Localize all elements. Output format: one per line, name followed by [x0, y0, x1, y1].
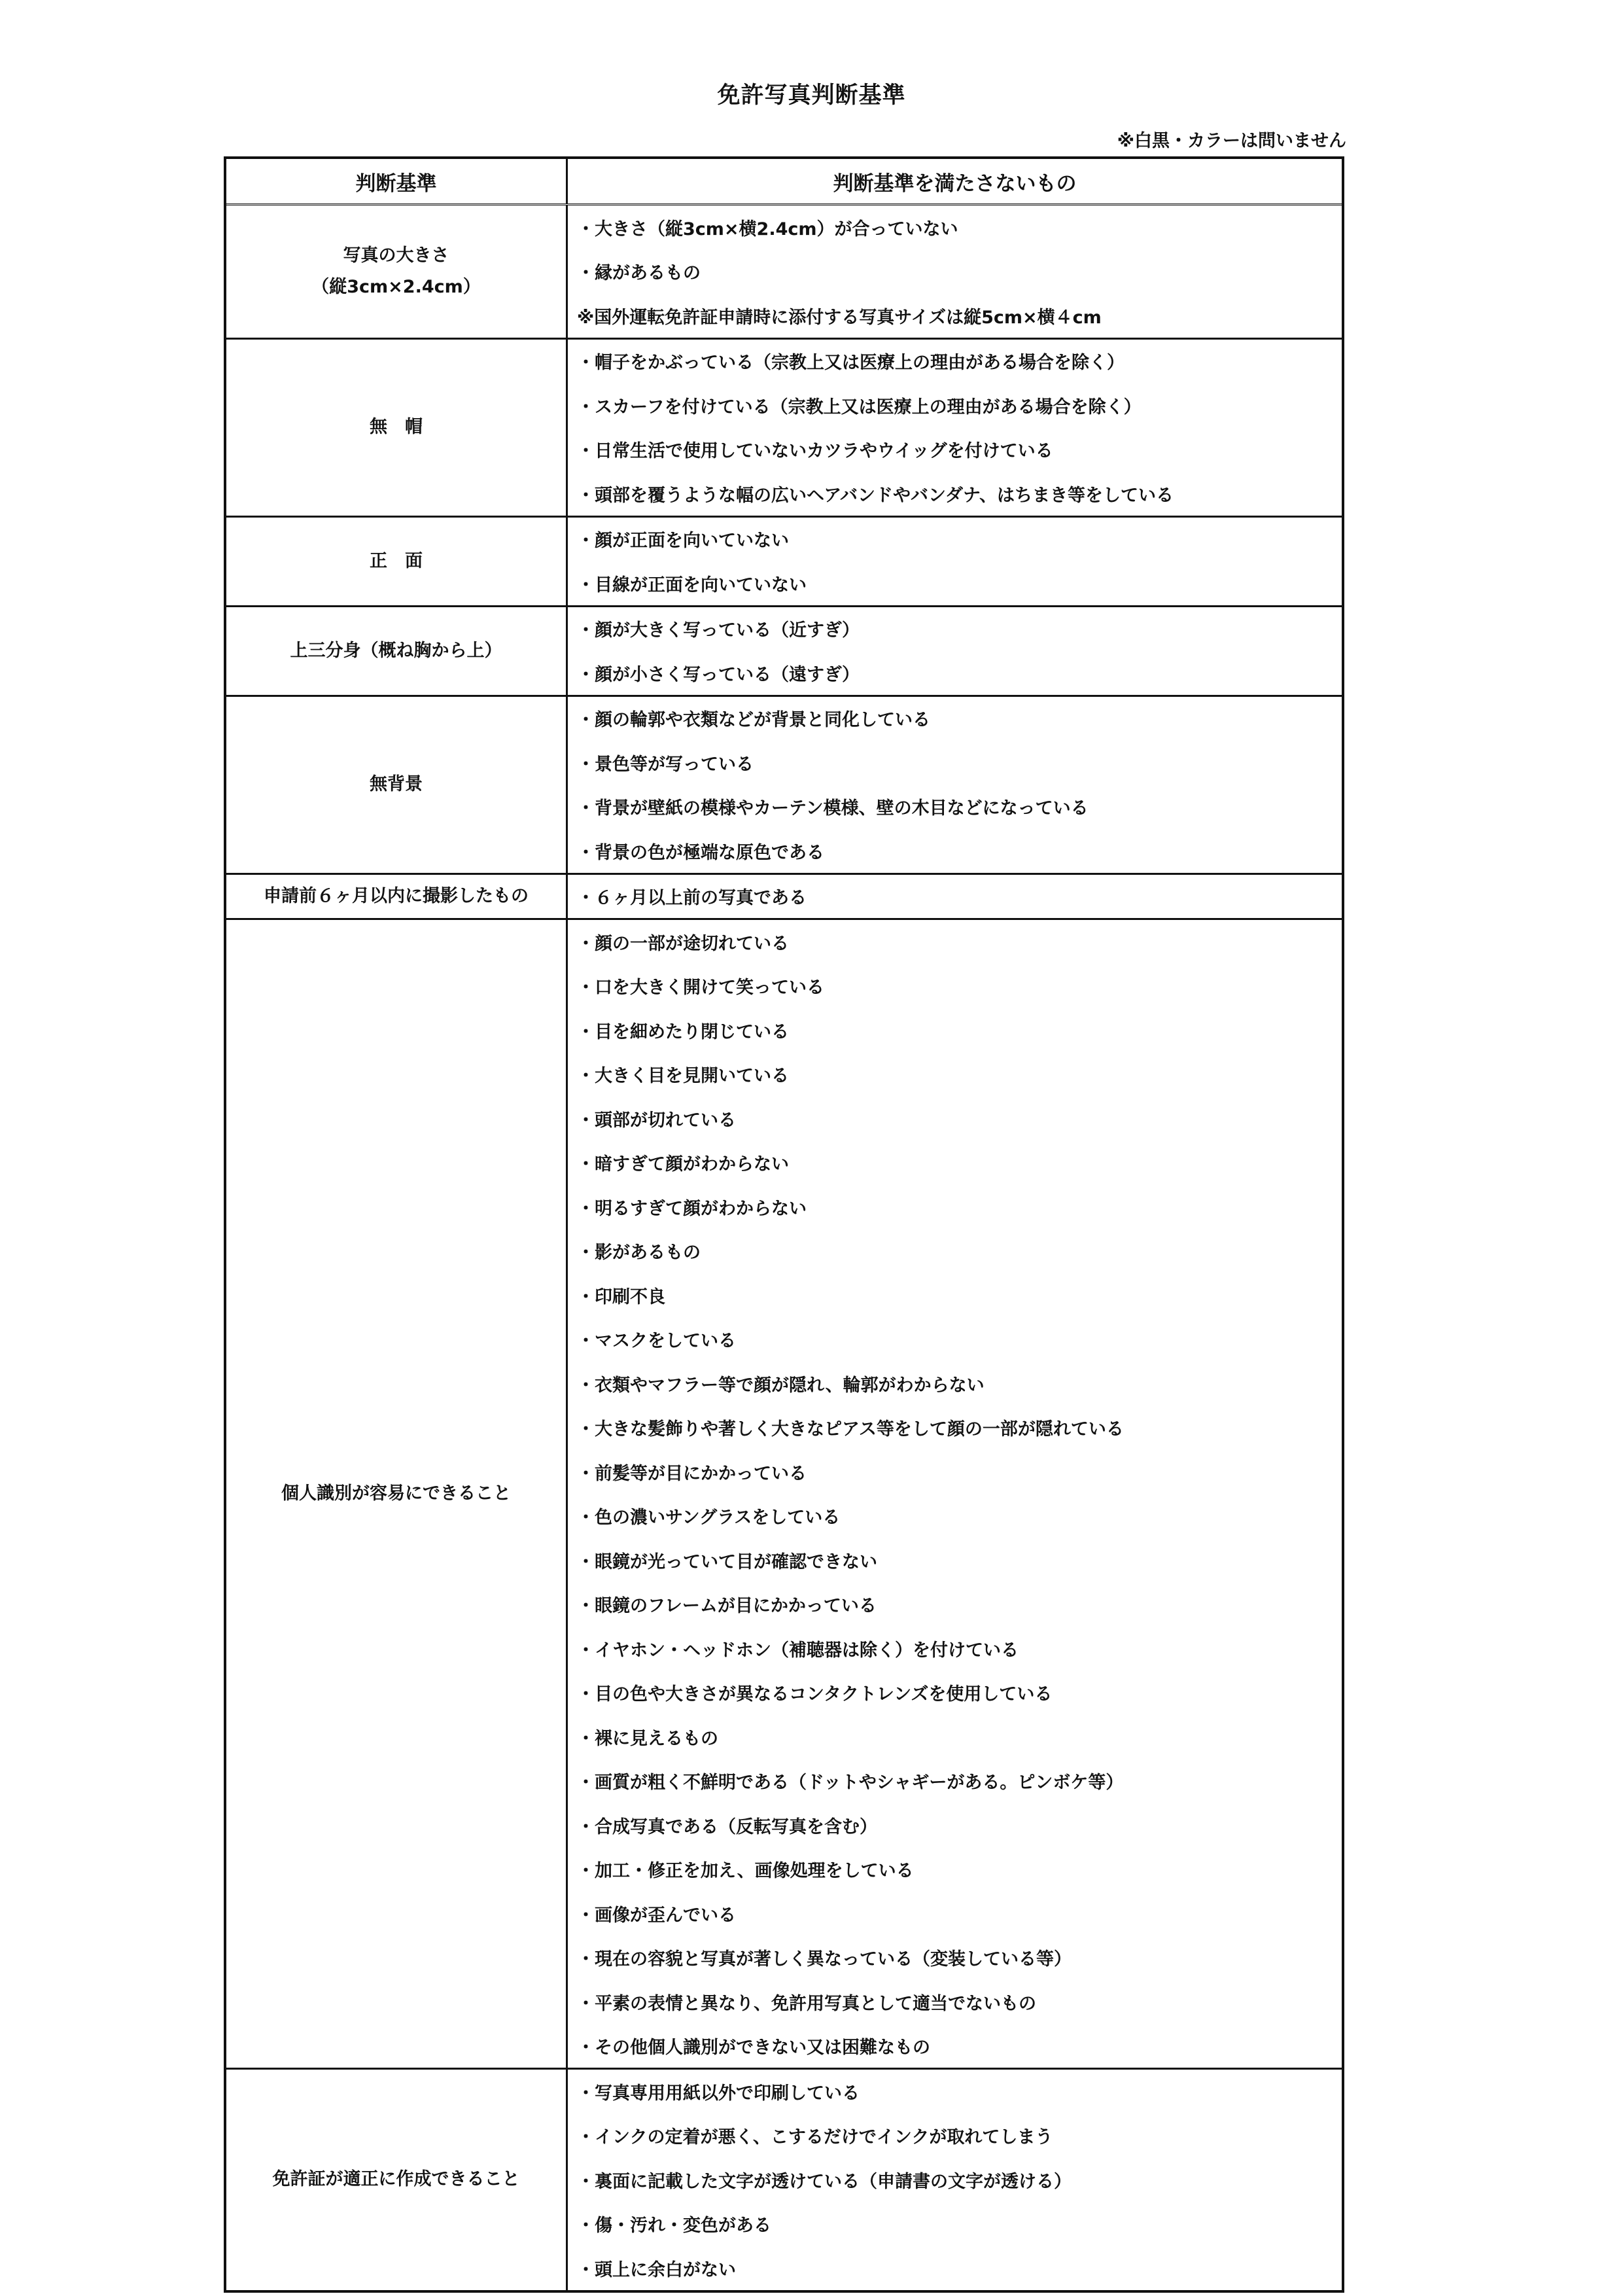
failing-item: ・前髪等が目にかかっている	[577, 1463, 807, 1484]
failing-item: ・平素の表情と異なり、免許用写真として適当でないもの	[577, 1993, 1036, 2014]
failing-item: ・顔が正面を向いていない	[577, 531, 789, 552]
criteria-row	[226, 605, 1342, 695]
criteria-label	[226, 697, 568, 873]
header-failing-items: 判断基準を満たさないもの	[833, 171, 1077, 196]
failing-items-list	[568, 697, 1342, 873]
criteria-row	[226, 873, 1342, 919]
failing-item: ・写真専用用紙以外で印刷している	[577, 2083, 860, 2104]
failing-item: ・スカーフを付けている（宗教上又は医療上の理由がある場合を除く）	[577, 397, 1142, 417]
criteria-row	[226, 516, 1342, 605]
criteria-label	[226, 518, 568, 605]
criteria-row	[226, 2068, 1342, 2290]
criteria-label	[226, 607, 568, 695]
criteria-row	[226, 695, 1342, 873]
criteria-label-line: 正 面	[370, 550, 423, 571]
criteria-label-line: （縦3cm×2.4cm）	[311, 276, 481, 297]
criteria-label-line: 写真の大きさ	[343, 245, 449, 266]
failing-item: ・背景の色が極端な原色である	[577, 842, 824, 863]
criteria-label-line: 無背景	[370, 774, 423, 794]
failing-item: ・暗すぎて顔がわからない	[577, 1154, 789, 1175]
failing-item: ・眼鏡が光っていて目が確認できない	[577, 1551, 877, 1572]
header-criteria: 判断基準	[226, 159, 568, 203]
page-title: 免許写真判断基準	[717, 82, 906, 109]
failing-items-list	[568, 518, 1342, 605]
failing-item: ・眼鏡のフレームが目にかかっている	[577, 1596, 877, 1617]
failing-item: ・イヤホン・ヘッドホン（補聴器は除く）を付けている	[577, 1640, 1019, 1661]
color-note: ※白黒・カラーは問いません	[1117, 131, 1346, 151]
failing-item: ・現在の容貌と写真が著しく異なっている（変装している等）	[577, 1949, 1072, 1970]
failing-item: ・日常生活で使用していないカツラやウイッグを付けている	[577, 441, 1053, 462]
failing-item: ・帽子をかぶっている（宗教上又は医療上の理由がある場合を除く）	[577, 353, 1125, 374]
failing-item: ・縁があるもの	[577, 263, 701, 284]
failing-item: ※国外運転免許証申請時に添付する写真サイズは縦5cm×横４cm	[577, 307, 1102, 328]
failing-item: ・衣類やマフラー等で顔が隠れ、輪郭がわからない	[577, 1375, 985, 1396]
criteria-label-line: 申請前６ヶ月以内に撮影したもの	[264, 885, 529, 906]
criteria-label	[226, 920, 568, 2068]
criteria-label-line: 無 帽	[370, 417, 423, 437]
failing-items-list	[568, 920, 1342, 2068]
criteria-label-line: 個人識別が容易にできること	[281, 1483, 511, 1504]
failing-item: ・傷・汚れ・変色がある	[577, 2216, 771, 2236]
criteria-row	[226, 918, 1342, 2068]
failing-item: ・色の濃いサングラスをしている	[577, 1508, 841, 1528]
criteria-label	[226, 875, 568, 919]
failing-item: ・顔の輪郭や衣類などが背景と同化している	[577, 710, 930, 731]
criteria-table	[224, 156, 1344, 2293]
failing-item: ・景色等が写っている	[577, 754, 754, 775]
failing-item: ・裸に見えるもの	[577, 1728, 718, 1749]
failing-item: ・顔が小さく写っている（遠すぎ）	[577, 664, 860, 685]
failing-items-list	[568, 875, 1342, 919]
failing-item: ・影があるもの	[577, 1243, 701, 1263]
failing-item: ・目の色や大きさが異なるコンタクトレンズを使用している	[577, 1684, 1053, 1705]
failing-item: ・６ヶ月以上前の写真である	[577, 888, 807, 909]
failing-item: ・頭上に余白がない	[577, 2259, 736, 2280]
failing-item: ・口を大きく開けて笑っている	[577, 978, 824, 998]
failing-item: ・印刷不良	[577, 1286, 665, 1307]
failing-item: ・裏面に記載した文字が透けている（申請書の文字が透ける）	[577, 2171, 1072, 2192]
failing-item: ・大きさ（縦3cm×横2.4cm）が合っていない	[577, 219, 958, 239]
failing-item: ・目線が正面を向いていない	[577, 574, 807, 595]
failing-item: ・画質が粗く不鮮明である（ドットやシャギーがある。ピンボケ等）	[577, 1773, 1124, 1793]
criteria-row	[226, 338, 1342, 516]
criteria-label	[226, 2070, 568, 2290]
failing-item: ・インクの定着が悪く、こするだけでインクが取れてしまう	[577, 2127, 1053, 2148]
failing-items-list	[568, 340, 1342, 516]
failing-items-list	[568, 205, 1342, 338]
criteria-label-line: 上三分身（概ね胸から上）	[290, 640, 502, 661]
criteria-label	[226, 205, 568, 338]
criteria-row	[226, 205, 1342, 338]
failing-item: ・大きな髪飾りや著しく大きなピアス等をして顔の一部が隠れている	[577, 1419, 1124, 1440]
table-body	[226, 205, 1342, 2290]
failing-item: ・顔が大きく写っている（近すぎ）	[577, 620, 860, 641]
failing-item: ・合成写真である（反転写真を含む）	[577, 1816, 877, 1837]
table-header	[226, 159, 1342, 205]
failing-item: ・目を細めたり閉じている	[577, 1021, 789, 1042]
failing-item: ・その他個人識別ができない又は困難なもの	[577, 2038, 930, 2058]
failing-item: ・加工・修正を加え、画像処理をしている	[577, 1861, 914, 1882]
failing-item: ・顔の一部が途切れている	[577, 933, 789, 954]
failing-items-list	[568, 607, 1342, 695]
failing-item: ・頭部を覆うような幅の広いヘアバンドやバンダナ、はちまき等をしている	[577, 485, 1174, 506]
failing-items-list	[568, 2070, 1342, 2290]
failing-item: ・大きく目を見開いている	[577, 1066, 789, 1087]
failing-item: ・画像が歪んでいる	[577, 1905, 736, 1926]
criteria-label-line: 免許証が適正に作成できること	[272, 2169, 520, 2190]
failing-item: ・頭部が切れている	[577, 1110, 736, 1131]
failing-item: ・背景が壁紙の模様やカーテン模様、壁の木目などになっている	[577, 798, 1089, 819]
criteria-label	[226, 340, 568, 516]
failing-item: ・明るすぎて顔がわからない	[577, 1198, 807, 1219]
failing-item: ・マスクをしている	[577, 1331, 736, 1352]
